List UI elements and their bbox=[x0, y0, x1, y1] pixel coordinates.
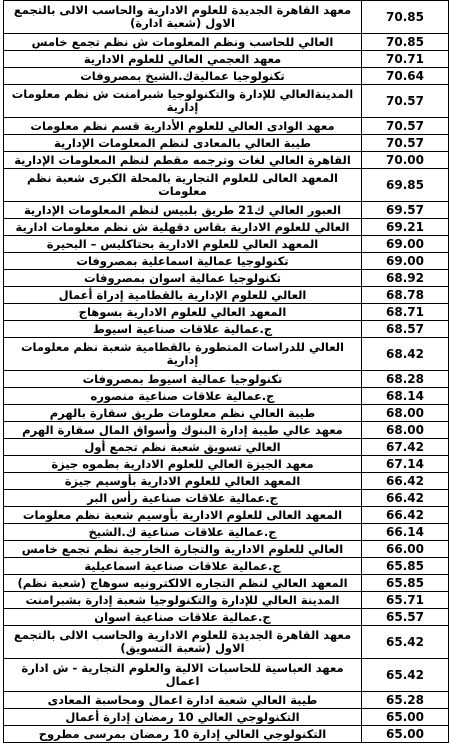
score-cell: 65.28 bbox=[362, 692, 449, 709]
score-cell: 70.57 bbox=[362, 85, 449, 118]
table-row bbox=[4, 321, 449, 338]
institute-name-cell: العالي للعلوم الادارية بقاس دقهلية ش نظم معلومات ادارية bbox=[4, 219, 362, 236]
table-row bbox=[4, 152, 449, 169]
institute-name-cell: المعهد العالي للعلوم الادارية بحتاكليس – البحيرة bbox=[4, 236, 362, 253]
institute-name-cell: معهد الجيزة العالي للعلوم الادارية بطموه جيزة bbox=[4, 456, 362, 473]
score-cell: 67.42 bbox=[362, 439, 449, 456]
table-row bbox=[4, 524, 449, 541]
score-cell: 65.57 bbox=[362, 609, 449, 626]
institute-name-cell: العالي للعلوم الادارية والتجارة الخارجية نظم تجمع خامس bbox=[4, 541, 362, 558]
table-row bbox=[4, 709, 449, 726]
institute-name-cell: طيبة العالي نظم معلومات طريق سقارة بالهرم bbox=[4, 405, 362, 422]
institute-name-cell: معهد القاهرة الجديدة للعلوم الادارية والحاسب الالى بالتجمع الاول (شعبة ادارة) bbox=[4, 1, 362, 34]
results-table-body bbox=[4, 1, 449, 743]
score-cell: 65.85 bbox=[362, 575, 449, 592]
table-row bbox=[4, 253, 449, 270]
institute-name-cell: المدينة العالي للإدارة والتكنولوجيا شعبة إدارة بشبرامنت bbox=[4, 592, 362, 609]
institute-name-cell: العالي للحاسب ونظم المعلومات ش نظم تجمع خامس bbox=[4, 34, 362, 51]
table-row bbox=[4, 558, 449, 575]
institute-name-cell: التكنولوجي العالي إدارة 10 رمضان بمرسى مطروح bbox=[4, 726, 362, 743]
score-cell: 65.00 bbox=[362, 726, 449, 743]
institute-name-cell: ج.عمالية علاقات صناعية اسوان bbox=[4, 609, 362, 626]
score-cell: 67.14 bbox=[362, 456, 449, 473]
table-row bbox=[4, 85, 449, 118]
score-cell: 66.42 bbox=[362, 507, 449, 524]
table-row bbox=[4, 575, 449, 592]
table-row bbox=[4, 439, 449, 456]
score-cell: 65.00 bbox=[362, 709, 449, 726]
table-row bbox=[4, 1, 449, 34]
score-cell: 66.14 bbox=[362, 524, 449, 541]
table-row bbox=[4, 135, 449, 152]
score-cell: 65.85 bbox=[362, 558, 449, 575]
institute-name-cell: طيبة العالي بالمعادى لنظم المعلومات الإدارية bbox=[4, 135, 362, 152]
institute-name-cell: ج.عمالية علاقات صناعية رأس البر bbox=[4, 490, 362, 507]
institute-name-cell: معهد عالي طيبة إدارة البنوك وأسواق المال سقارة الهرم bbox=[4, 422, 362, 439]
institute-name-cell: معهد العجمي العالي للعلوم الادارية bbox=[4, 51, 362, 68]
results-table bbox=[3, 0, 449, 743]
score-cell: 65.42 bbox=[362, 659, 449, 692]
score-cell: 69.00 bbox=[362, 253, 449, 270]
institute-name-cell: ج.عمالية علاقات صناعية اسيوط bbox=[4, 321, 362, 338]
institute-name-cell: طيبة العالي شعبة ادارة اعمال ومحاسبة المعادى bbox=[4, 692, 362, 709]
score-cell: 68.78 bbox=[362, 287, 449, 304]
institute-name-cell: تكنولوجيا عماليةك.الشيخ بمصروفات bbox=[4, 68, 362, 85]
institute-name-cell: التكنولوجي العالي 10 رمضان إدارة أعمال bbox=[4, 709, 362, 726]
score-cell: 69.85 bbox=[362, 169, 449, 202]
institute-name-cell: المعهد العالي للعلوم الادارية بأوسيم جيزة bbox=[4, 473, 362, 490]
table-row bbox=[4, 219, 449, 236]
table-row bbox=[4, 692, 449, 709]
score-cell: 65.71 bbox=[362, 592, 449, 609]
score-cell: 69.57 bbox=[362, 202, 449, 219]
score-cell: 66.00 bbox=[362, 541, 449, 558]
institute-name-cell: المدينةالعالي للإدارة والتكنولوجيا شبرامنت ش نظم معلومات إدارية bbox=[4, 85, 362, 118]
table-row bbox=[4, 68, 449, 85]
score-cell: 70.57 bbox=[362, 135, 449, 152]
score-cell: 68.57 bbox=[362, 321, 449, 338]
score-cell: 68.00 bbox=[362, 422, 449, 439]
score-cell: 69.21 bbox=[362, 219, 449, 236]
score-cell: 66.42 bbox=[362, 473, 449, 490]
institute-name-cell: القاهرة العالي لغات وترجمه مقطم لنظم المعلومات الإدارية bbox=[4, 152, 362, 169]
score-cell: 70.85 bbox=[362, 34, 449, 51]
institute-name-cell: العالي للدراسات المتطورة بالقطامية شعبة نظم معلومات إدارية bbox=[4, 338, 362, 371]
table-row bbox=[4, 34, 449, 51]
institute-name-cell: المعهد العالى للعلوم التجارية بالمحلة الكبرى شعبة نظم معلومات bbox=[4, 169, 362, 202]
table-row bbox=[4, 726, 449, 743]
institute-name-cell: العالي للعلوم الإدارية بالقطامية إدراة أعمال bbox=[4, 287, 362, 304]
table-row bbox=[4, 422, 449, 439]
score-cell: 68.00 bbox=[362, 405, 449, 422]
table-row bbox=[4, 626, 449, 659]
table-row bbox=[4, 169, 449, 202]
score-cell: 70.64 bbox=[362, 68, 449, 85]
table-row bbox=[4, 473, 449, 490]
score-cell: 68.42 bbox=[362, 338, 449, 371]
table-row bbox=[4, 51, 449, 68]
institute-name-cell: تكنولوجيا عمالية اسيوط بمصروفات bbox=[4, 371, 362, 388]
score-cell: 70.57 bbox=[362, 118, 449, 135]
score-cell: 68.28 bbox=[362, 371, 449, 388]
institute-name-cell: معهد القاهرة الجديدة للعلوم الادارية والحاسب الالى بالتجمع الاول (شعبة التسويق) bbox=[4, 626, 362, 659]
table-row bbox=[4, 609, 449, 626]
table-row bbox=[4, 270, 449, 287]
table-row bbox=[4, 236, 449, 253]
institute-name-cell: العبور العالي ك21 طريق بلبيس لنظم المعلومات الإدارية bbox=[4, 202, 362, 219]
table-row bbox=[4, 202, 449, 219]
table-row bbox=[4, 118, 449, 135]
institute-name-cell: العالي تسويق شعبة نظم تجمع أول bbox=[4, 439, 362, 456]
institute-name-cell: ج.عمالية علاقات صناعية اسماعيلية bbox=[4, 558, 362, 575]
score-cell: 66.42 bbox=[362, 490, 449, 507]
table-row bbox=[4, 592, 449, 609]
score-cell: 68.14 bbox=[362, 388, 449, 405]
institute-name-cell: المعهد العالى للعلوم الادارية بأوسيم شعبة نظم معلومات bbox=[4, 507, 362, 524]
institute-name-cell: تكنولوجيا عمالية اسماعلية بمصروفات bbox=[4, 253, 362, 270]
table-row bbox=[4, 541, 449, 558]
institute-name-cell: تكنولوجيا عمالية اسوان بمصروفات bbox=[4, 270, 362, 287]
institute-name-cell: معهد الوادى العالي للعلوم الأدارية قسم نظم معلومات bbox=[4, 118, 362, 135]
table-row bbox=[4, 456, 449, 473]
institute-name-cell: المعهد العالي للعلوم الادارية بسوهاج bbox=[4, 304, 362, 321]
score-cell: 65.42 bbox=[362, 626, 449, 659]
institute-name-cell: ج.عمالية علاقات صناعية منصوره bbox=[4, 388, 362, 405]
score-cell: 70.71 bbox=[362, 51, 449, 68]
table-row bbox=[4, 490, 449, 507]
institute-name-cell: ج.عمالية علاقات صناعية ك.الشيخ bbox=[4, 524, 362, 541]
institute-name-cell: المعهد العالي لنظم التجاره الالكترونيه سوهاج (شعبة نظم) bbox=[4, 575, 362, 592]
table-row bbox=[4, 388, 449, 405]
table-row bbox=[4, 304, 449, 321]
table-row bbox=[4, 507, 449, 524]
table-row bbox=[4, 405, 449, 422]
score-cell: 70.85 bbox=[362, 1, 449, 34]
table-row bbox=[4, 287, 449, 304]
table-row bbox=[4, 338, 449, 371]
score-cell: 68.71 bbox=[362, 304, 449, 321]
score-cell: 69.00 bbox=[362, 236, 449, 253]
score-cell: 68.92 bbox=[362, 270, 449, 287]
score-cell: 70.00 bbox=[362, 152, 449, 169]
table-row bbox=[4, 659, 449, 692]
table-row bbox=[4, 371, 449, 388]
institute-name-cell: معهد العباسية للحاسبات الالية والعلوم التجارية - ش ادارة اعمال bbox=[4, 659, 362, 692]
